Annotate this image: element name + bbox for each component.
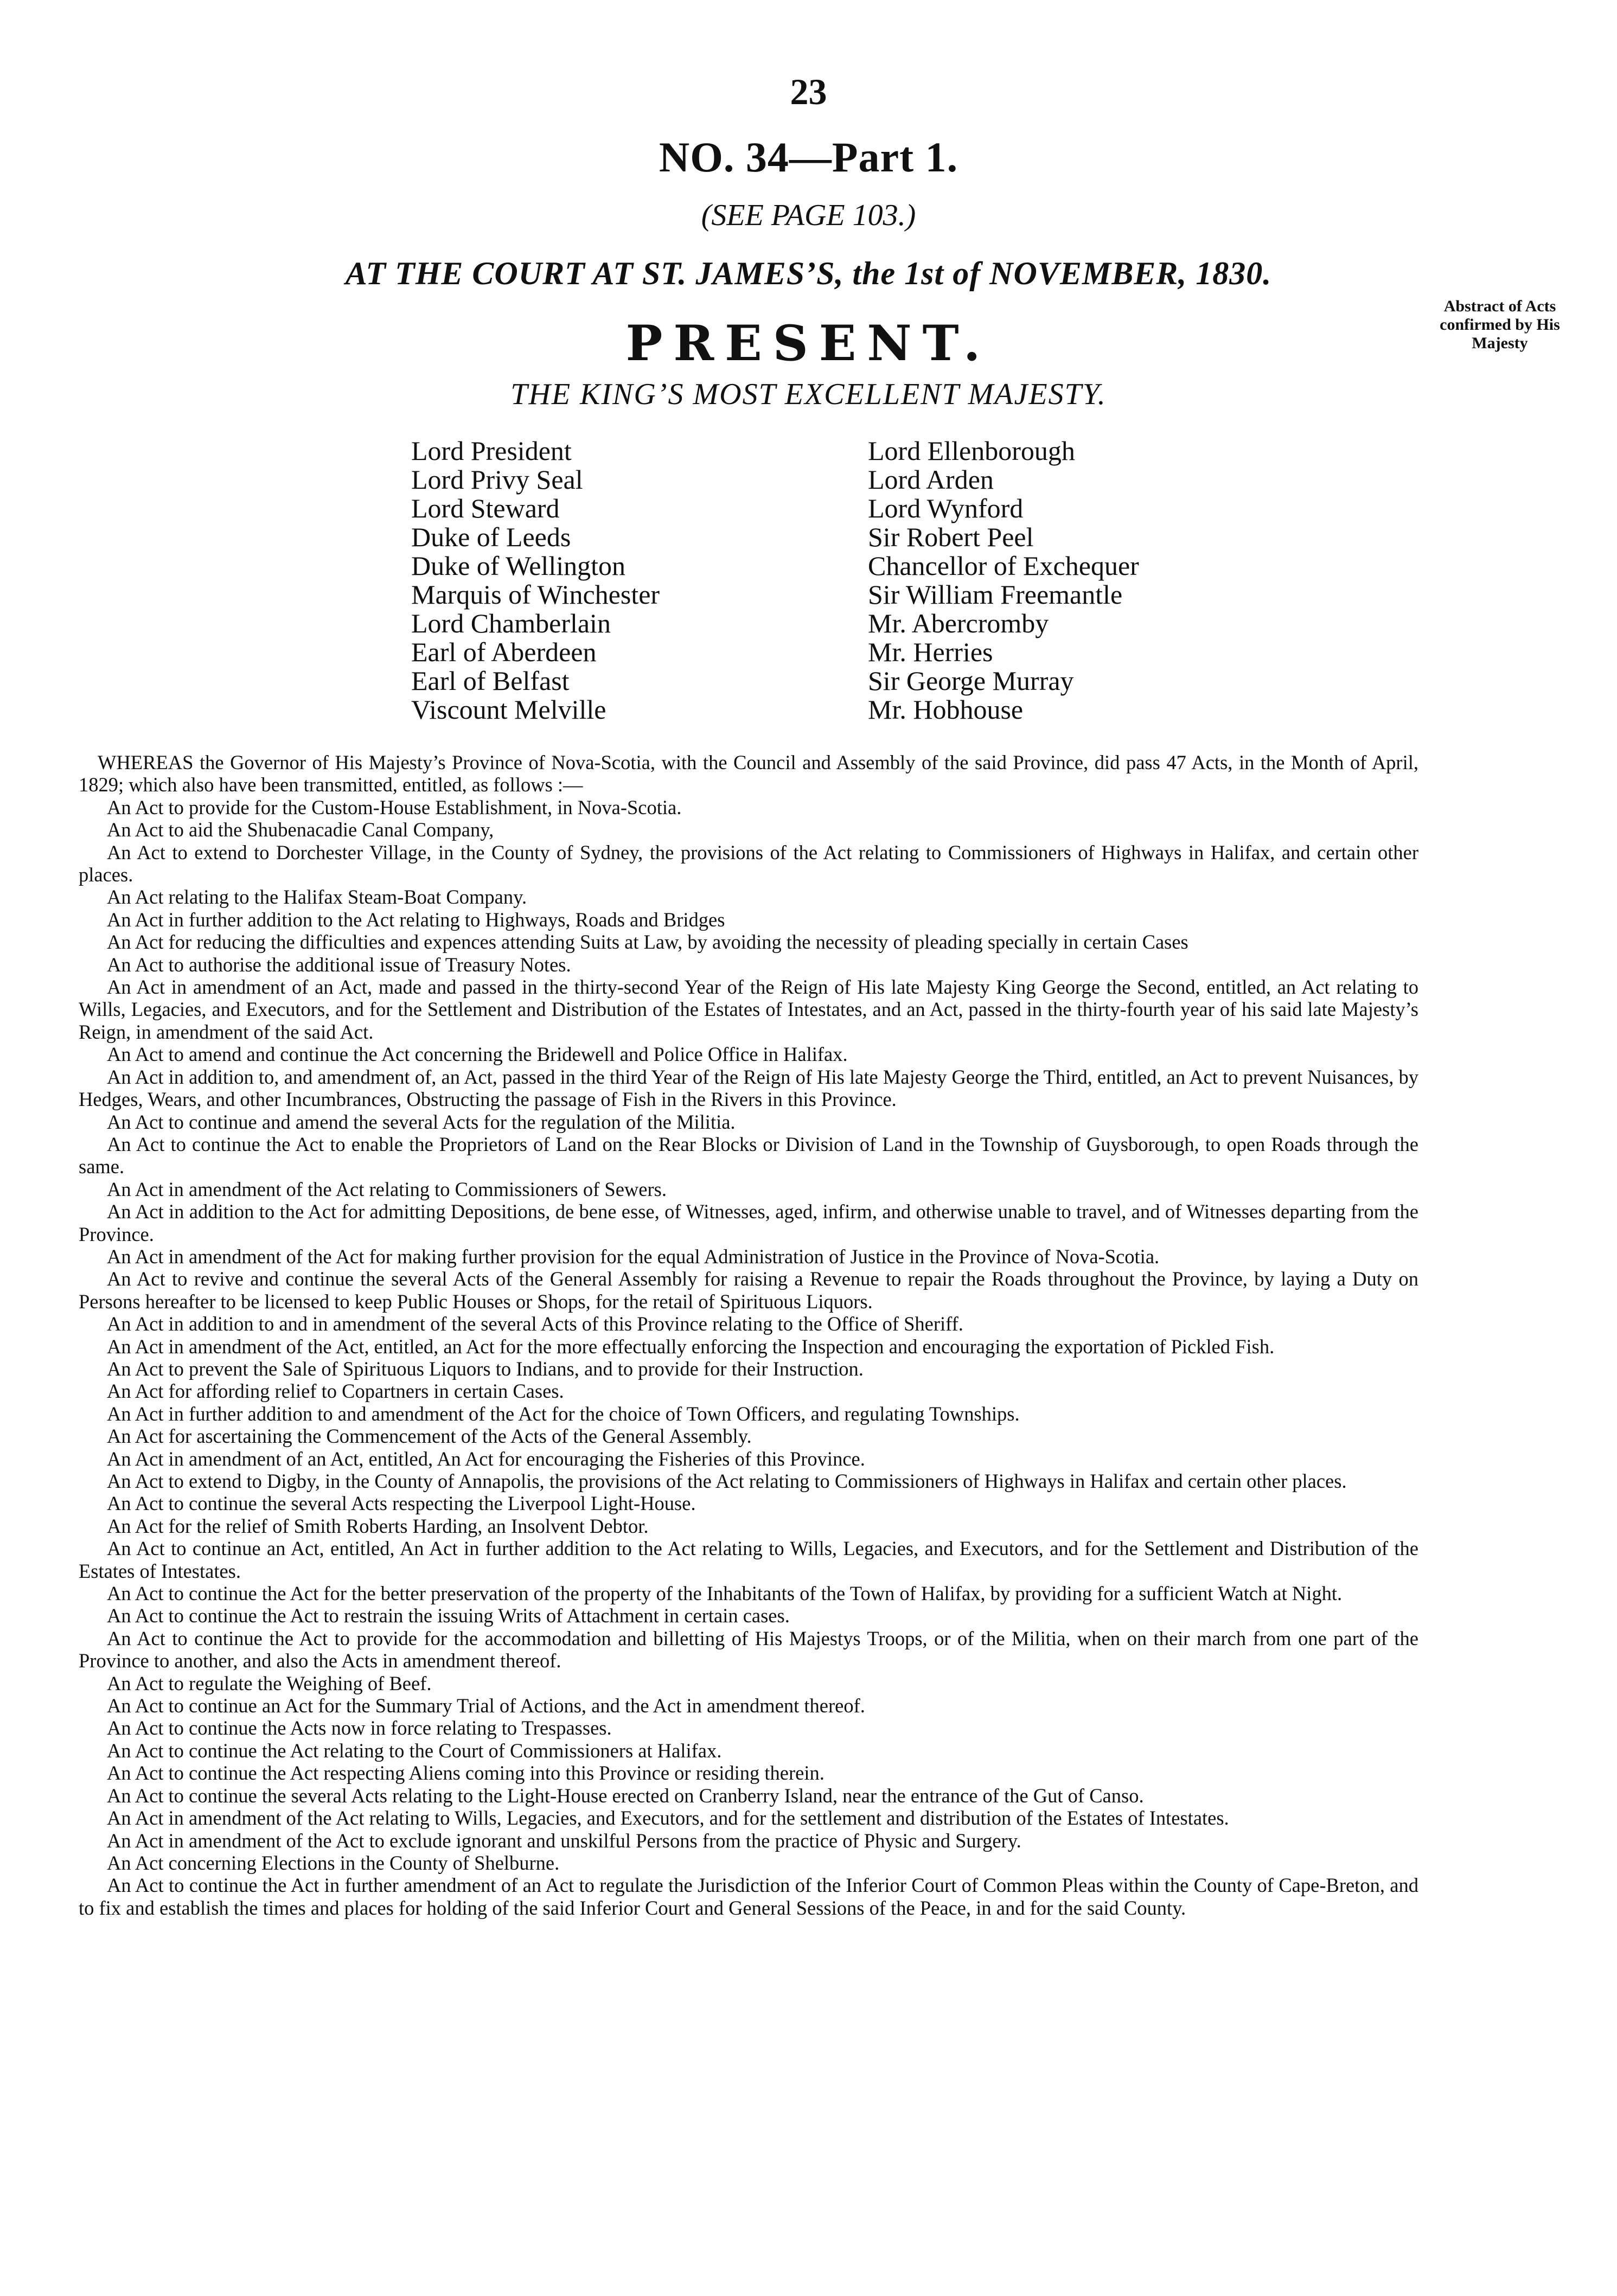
act-paragraph: An Act to continue the Act to enable the Proprietors of Land on the Rear Blocks or Division of Land in the Township of Guysborough, to open Roads through the same. xyxy=(79,1133,1418,1178)
court-date-line: AT THE COURT AT ST. JAMES’S, the 1st of NOVEMBER, 1830. xyxy=(345,255,1272,291)
act-paragraph: An Act for ascertaining the Commencement of the Acts of the General Assembly. xyxy=(107,1425,752,1448)
page-number: 23 xyxy=(790,71,827,112)
act-paragraph: An Act in amendment of an Act, entitled, An Act for encouraging the Fisheries of this Province. xyxy=(107,1447,865,1470)
act-paragraph: An Act in amendment of the Act relating to Wills, Legacies, and Executors, and for the settlement and distribution of the Estates of Intestates. xyxy=(107,1807,1229,1830)
see-page-reference: (SEE PAGE 103.) xyxy=(701,199,916,232)
member-name: Lord Arden xyxy=(868,464,994,495)
act-paragraph: An Act for reducing the difficulties and expences attending Suits at Law, by avoiding the necessity of pleading specially in certain Cases xyxy=(107,931,1188,954)
act-paragraph: An Act to continue and amend the several Acts for the regulation of the Militia. xyxy=(107,1110,736,1133)
act-paragraph: An Act to extend to Digby, in the County of Annapolis, the provisions of the Act relating to Commissioners of Highways in Halifax and certain other places. xyxy=(107,1470,1347,1492)
act-paragraph: An Act to provide for the Custom-House Establishment, in Nova-Scotia. xyxy=(107,796,682,818)
member-name: Lord Chamberlain xyxy=(411,608,611,638)
act-paragraph: An Act relating to the Halifax Steam-Boat Company. xyxy=(107,886,527,909)
act-paragraph: An Act in amendment of an Act, made and passed in the thirty-second Year of the Reign of His late Majesty King George the Second, entitled, an Act relating to Wills, Legacies, and Executors, and for the Settlement and Distribution of the Estates of Intestates, and an Act, passed in the thirty-fourth year of his said late Majesty’s Reign, in amendment of the said Act. xyxy=(79,976,1418,1043)
act-paragraph: An Act in amendment of the Act to exclude ignorant and unskilful Persons from the practice of Physic and Surgery. xyxy=(107,1829,1021,1852)
member-name: Mr. Hobhouse xyxy=(868,694,1024,725)
acts-body-text xyxy=(79,751,1418,1919)
member-name: Sir William Freemantle xyxy=(868,579,1123,610)
act-paragraph: An Act in addition to the Act for admitting Depositions, de bene esse, of Witnesses, aged, infirm, and otherwise unable to travel, and of Witnesses departing from the Province. xyxy=(79,1200,1418,1245)
act-paragraph: An Act to continue the Act respecting Aliens coming into this Province or residing therein. xyxy=(107,1762,825,1785)
member-name: Sir George Murray xyxy=(868,666,1074,696)
act-paragraph: An Act in further addition to the Act relating to Highways, Roads and Bridges xyxy=(107,908,725,931)
act-paragraph: An Act to aid the Shubenacadie Canal Company, xyxy=(107,818,494,841)
act-paragraph: An Act to continue an Act, entitled, An Act in further addition to the Act relating to Wills, Legacies, and Executors, and for the Settlement and Distribution of the Estates of Intestates. xyxy=(79,1537,1418,1582)
act-paragraph: An Act to regulate the Weighing of Beef. xyxy=(107,1672,432,1694)
king-line: THE KING’S MOST EXCELLENT MAJESTY. xyxy=(510,378,1107,411)
act-paragraph: An Act in amendment of the Act, entitled, an Act for the more effectually enforcing the Inspection and encouraging the exportation of Pickled Fish. xyxy=(107,1335,1275,1358)
act-paragraph: An Act to continue the several Acts relating to the Light-House erected on Cranberry Island, near the entrance of the Gut of Canso. xyxy=(107,1784,1144,1807)
act-paragraph: An Act to continue the Act relating to the Court of Commissioners at Halifax. xyxy=(107,1739,722,1762)
act-paragraph: An Act in amendment of the Act for making further provision for the equal Administration of Justice in the Province of Nova-Scotia. xyxy=(107,1245,1160,1268)
act-paragraph: An Act in further addition to and amendment of the Act for the choice of Town Officers, and regulating Townships. xyxy=(107,1402,1020,1425)
member-name: Lord Privy Seal xyxy=(411,464,583,495)
members-right-column xyxy=(868,437,1356,724)
member-name: Lord President xyxy=(411,436,572,466)
member-name: Earl of Aberdeen xyxy=(411,637,597,667)
member-name: Lord Ellenborough xyxy=(868,436,1075,466)
member-name: Earl of Belfast xyxy=(411,666,570,696)
act-paragraph: An Act to amend and continue the Act concerning the Bridewell and Police Office in Halifax. xyxy=(107,1043,848,1066)
act-paragraph: An Act to continue the Act to restrain the issuing Writs of Attachment in certain cases. xyxy=(107,1604,790,1627)
preamble-paragraph: WHEREAS the Governor of His Majesty’s Province of Nova-Scotia, with the Council and Assembly of the said Province, did pass 47 Acts, in the Month of April, 1829; which also have been transmitted, entitled, as follows :— xyxy=(79,751,1418,796)
present-heading: PRESENT. xyxy=(625,315,992,372)
act-paragraph: An Act for the relief of Smith Roberts Harding, an Insolvent Debtor. xyxy=(107,1514,649,1537)
act-paragraph: An Act to continue an Act for the Summary Trial of Actions, and the Act in amendment thereof. xyxy=(107,1694,865,1717)
member-name: Mr. Abercromby xyxy=(868,608,1049,638)
member-name: Lord Wynford xyxy=(868,493,1024,523)
member-name: Chancellor of Exchequer xyxy=(868,551,1139,581)
act-paragraph: An Act to continue the several Acts respecting the Liverpool Light-House. xyxy=(107,1492,696,1515)
member-name: Duke of Leeds xyxy=(411,522,571,552)
act-paragraph: An Act to authorise the additional issue of Treasury Notes. xyxy=(107,953,571,976)
document-number: NO. 34—Part 1. xyxy=(659,133,958,181)
act-paragraph: An Act concerning Elections in the County of Shelburne. xyxy=(107,1851,560,1874)
act-paragraph: An Act to extend to Dorchester Village, in the County of Sydney, the provisions of the Act relating to Commissioners of Highways in Halifax, and certain other places. xyxy=(79,841,1418,886)
member-name: Marquis of Winchester xyxy=(411,579,660,610)
member-name: Duke of Wellington xyxy=(411,551,625,581)
act-paragraph: An Act for affording relief to Copartners in certain Cases. xyxy=(107,1380,564,1403)
members-left-column xyxy=(411,437,823,724)
act-paragraph: An Act in addition to, and amendment of, an Act, passed in the third Year of the Reign of His late Majesty George the Third, entitled, an Act to prevent Nuisances, by Hedges, Wears, and other Incumbrances, Obstructing the passage of Fish in the Rivers in this Province. xyxy=(79,1065,1418,1111)
member-name: Lord Steward xyxy=(411,493,560,523)
act-paragraph: An Act to continue the Acts now in force relating to Trespasses. xyxy=(107,1717,612,1739)
member-name: Viscount Melville xyxy=(411,694,606,725)
act-paragraph: An Act to continue the Act to provide for the accommodation and billetting of His Majestys Troops, or of the Militia, when on their march from one part of the Province to another, and also the Acts in amendment thereof. xyxy=(79,1627,1418,1672)
act-paragraph: An Act to revive and continue the several Acts of the General Assembly for raising a Revenue to repair the Roads throughout the Province, by laying a Duty on Persons hereafter to be licensed to keep Public Houses or Shops, for the retail of Spirituous Liquors. xyxy=(79,1268,1418,1313)
act-paragraph: An Act to continue the Act for the better preservation of the property of the Inhabitants of the Town of Halifax, by providing for a sufficient Watch at Night. xyxy=(107,1582,1343,1605)
member-name: Sir Robert Peel xyxy=(868,522,1034,552)
act-paragraph: An Act in amendment of the Act relating to Commissioners of Sewers. xyxy=(107,1178,667,1200)
act-paragraph: An Act to prevent the Sale of Spirituous Liquors to Indians, and to provide for their Instruction. xyxy=(107,1357,864,1380)
act-paragraph: An Act in addition to and in amendment of the several Acts of this Province relating to the Office of Sheriff. xyxy=(107,1313,963,1335)
member-name: Mr. Herries xyxy=(868,637,993,667)
margin-note: Abstract of Acts confirmed by His Majesty xyxy=(1440,297,1560,352)
act-paragraph: An Act to continue the Act in further amendment of an Act to regulate the Jurisdiction of the Inferior Court of Common Pleas within the County of Cape-Breton, and to fix and establish the times and places for holding of the said Inferior Court and General Sessions of the Peace, in and for the said County. xyxy=(79,1874,1418,1919)
